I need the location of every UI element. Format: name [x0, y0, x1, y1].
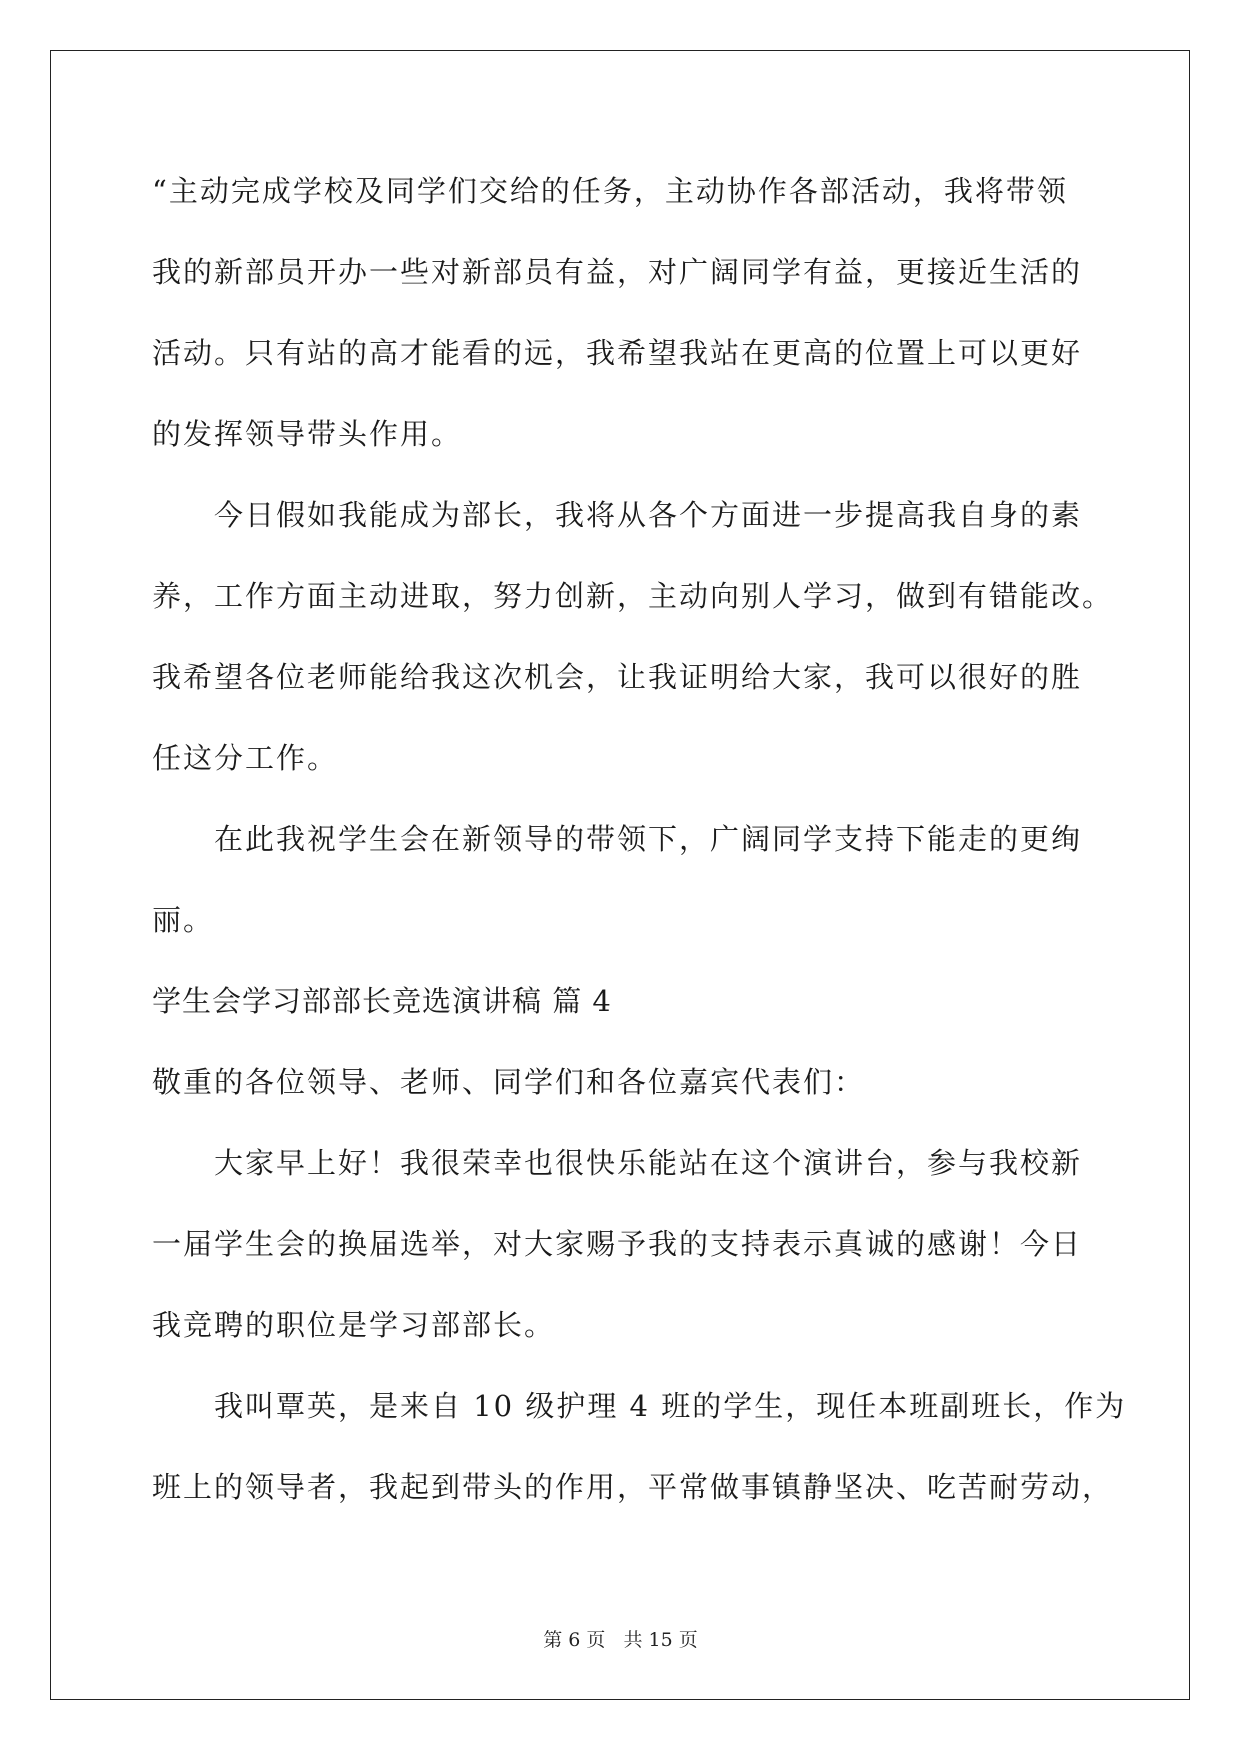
paragraph-line: 丽。 — [152, 903, 215, 937]
page-footer — [0, 1625, 1241, 1652]
paragraph-line: 我叫覃英，是来自 10 级护理 4 班的学生，现任本班副班长，作为 — [214, 1389, 1127, 1423]
paragraph-line: 班上的领导者，我起到带头的作用，平常做事镇静坚决、吃苦耐劳动， — [152, 1470, 1114, 1504]
paragraph-line: 我竞聘的职位是学习部部长。 — [152, 1308, 556, 1342]
section-heading: 学生会学习部部长竞选演讲稿 篇 4 — [152, 984, 612, 1018]
salutation-line: 敬重的各位领导、老师、同学们和各位嘉宾代表们： — [152, 1065, 866, 1099]
paragraph-line: 活动。只有站的高才能看的远，我希望我站在更高的位置上可以更好 — [152, 336, 1083, 370]
paragraph-line: 一届学生会的换届选举，对大家赐予我的支持表示真诚的感谢！今日 — [152, 1227, 1083, 1261]
document-body — [152, 160, 1127, 1537]
paragraph-line: “主动完成学校及同学们交给的任务，主动协作各部活动，我将带领 — [152, 174, 1068, 208]
page-number: 第 6 页 — [543, 1629, 606, 1651]
paragraph-line: 的发挥领导带头作用。 — [152, 417, 463, 451]
paragraph-line: 今日假如我能成为部长，我将从各个方面进一步提高我自身的素 — [214, 498, 1083, 532]
paragraph-line: 我希望各位老师能给我这次机会，让我证明给大家，我可以很好的胜 — [152, 660, 1083, 694]
page-total: 共 15 页 — [623, 1629, 698, 1651]
paragraph-line: 我的新部员开办一些对新部员有益，对广阔同学有益，更接近生活的 — [152, 255, 1083, 289]
paragraph-line: 在此我祝学生会在新领导的带领下，广阔同学支持下能走的更绚 — [214, 822, 1083, 856]
paragraph-line: 养，工作方面主动进取，努力创新，主动向别人学习，做到有错能改。 — [152, 579, 1114, 613]
paragraph-line: 大家早上好！我很荣幸也很快乐能站在这个演讲台，参与我校新 — [214, 1146, 1083, 1180]
paragraph-line: 任这分工作。 — [152, 741, 339, 775]
